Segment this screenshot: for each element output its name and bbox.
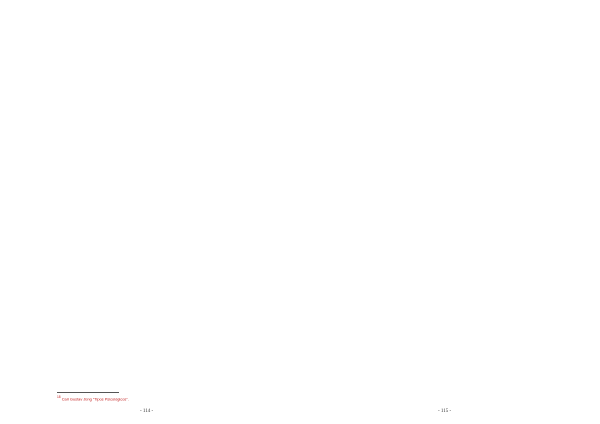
- footnote: [57, 395, 290, 402]
- footnote-divider: [57, 392, 119, 393]
- footnote-text: Carl Gustav Jüng "Tipos Psicológicos".: [61, 396, 129, 402]
- left-page-text: [57, 16, 290, 388]
- page-number-right: - 115 -: [438, 409, 452, 414]
- page-number-left: - 114 -: [140, 409, 154, 414]
- right-page-text: [308, 16, 543, 388]
- right-page: [300, 0, 600, 424]
- footnote-marker: 18: [57, 395, 61, 399]
